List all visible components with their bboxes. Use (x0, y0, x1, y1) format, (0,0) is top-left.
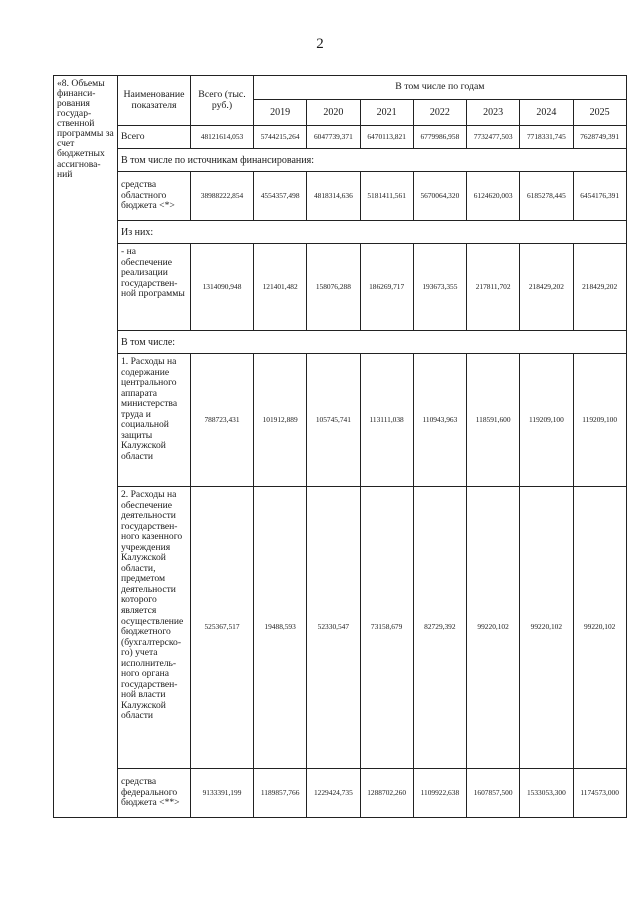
row-value: 1607857,500 (467, 769, 520, 818)
table-row (54, 172, 627, 221)
row-total: 788723,431 (191, 354, 254, 487)
row-value: 5670064,320 (413, 172, 466, 221)
row-value: 6047739,371 (307, 126, 360, 149)
row-value: 121401,482 (254, 244, 307, 331)
of-them-label: Из них: (118, 221, 627, 244)
header-years-group: В том числе по годам (254, 76, 627, 100)
page-number: 2 (316, 36, 324, 52)
row-value: 99220,102 (573, 487, 626, 769)
row-value: 7718331,745 (520, 126, 573, 149)
row-value: 119209,100 (573, 354, 626, 487)
table-row (54, 354, 627, 487)
row-name: средства областного бюджета <*> (118, 172, 191, 221)
section-label: «8. Объемы финанси-рования государ-ственной программы за счет бюджетных ассигнова-ний (54, 76, 118, 818)
including-label: В том числе: (118, 331, 627, 354)
table-row (54, 487, 627, 769)
header-year: 2022 (413, 100, 466, 126)
header-year: 2020 (307, 100, 360, 126)
row-value: 110943,963 (413, 354, 466, 487)
sources-label: В том числе по источникам финансирования: (118, 149, 627, 172)
header-year: 2019 (254, 100, 307, 126)
row-value: 6470113,821 (360, 126, 413, 149)
row-total: 48121614,053 (191, 126, 254, 149)
row-name: 2. Расходы на обеспечение деятельности государствен-ного казенного учреждения Калужской области, предметом деятельности которого является осуществление бюджетного (бухгалтерско-го) учета исполнитель-ного органа государствен-ной власти Калужской области (118, 487, 191, 769)
row-value: 19488,593 (254, 487, 307, 769)
row-total: 525367,517 (191, 487, 254, 769)
row-name: средства федерального бюджета <**> (118, 769, 191, 818)
row-value: 82729,392 (413, 487, 466, 769)
row-name: - на обеспечение реализации государствен-ной программы (118, 244, 191, 331)
row-name: 1. Расходы на содержание центрального аппарата министерства труда и социальной защиты Калужской области (118, 354, 191, 487)
row-value: 99220,102 (467, 487, 520, 769)
row-value: 6124620,003 (467, 172, 520, 221)
row-value: 113111,038 (360, 354, 413, 487)
row-value: 99220,102 (520, 487, 573, 769)
table-row (54, 244, 627, 331)
row-value: 218429,202 (573, 244, 626, 331)
row-name: Всего (118, 126, 191, 149)
header-total: Всего (тыс. руб.) (191, 76, 254, 126)
header-year: 2023 (467, 100, 520, 126)
row-value: 4554357,498 (254, 172, 307, 221)
row-value: 119209,100 (520, 354, 573, 487)
row-value: 7732477,503 (467, 126, 520, 149)
row-value: 1189857,766 (254, 769, 307, 818)
row-value: 52330,547 (307, 487, 360, 769)
row-total: 38988222,854 (191, 172, 254, 221)
financing-table (53, 75, 627, 818)
row-value: 1533053,300 (520, 769, 573, 818)
row-value: 217811,702 (467, 244, 520, 331)
header-year: 2021 (360, 100, 413, 126)
row-value: 6454176,391 (573, 172, 626, 221)
row-value: 158076,288 (307, 244, 360, 331)
row-value: 5181411,561 (360, 172, 413, 221)
table-row (54, 769, 627, 818)
row-value: 4818314,636 (307, 172, 360, 221)
row-value: 193673,355 (413, 244, 466, 331)
row-value: 6185278,445 (520, 172, 573, 221)
row-value: 186269,717 (360, 244, 413, 331)
header-year: 2024 (520, 100, 573, 126)
table-row (54, 126, 627, 149)
row-value: 105745,741 (307, 354, 360, 487)
row-value: 73158,679 (360, 487, 413, 769)
row-value: 1288702,260 (360, 769, 413, 818)
row-total: 1314090,948 (191, 244, 254, 331)
row-total: 9133391,199 (191, 769, 254, 818)
row-value: 6779986,958 (413, 126, 466, 149)
row-value: 1174573,000 (573, 769, 626, 818)
row-value: 118591,600 (467, 354, 520, 487)
row-value: 101912,889 (254, 354, 307, 487)
row-value: 1109922,638 (413, 769, 466, 818)
header-year: 2025 (573, 100, 626, 126)
row-value: 5744215,264 (254, 126, 307, 149)
header-name: Наименование показателя (118, 76, 191, 126)
row-value: 218429,202 (520, 244, 573, 331)
row-value: 7628749,391 (573, 126, 626, 149)
row-value: 1229424,735 (307, 769, 360, 818)
